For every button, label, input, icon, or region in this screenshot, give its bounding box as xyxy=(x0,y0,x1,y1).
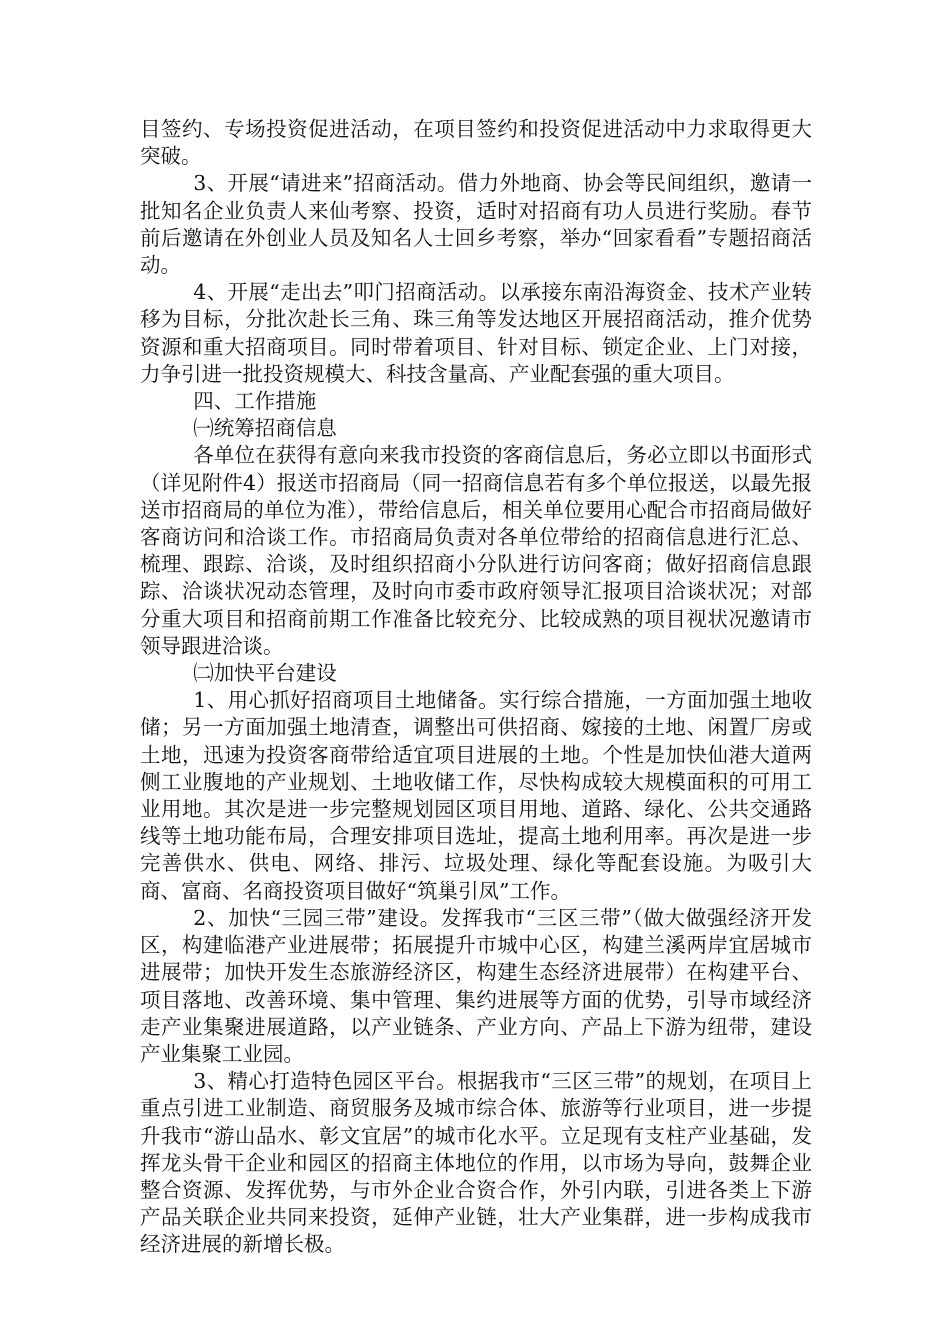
subheading-coordinate-info: ㈠统筹招商信息 xyxy=(193,416,337,441)
paragraph-coordinate-info: 各单位在获得有意向来我市投资的客商信息后，务必立即以书面形式（详见附件4）报送市招商局（同一招商信息若有多个单位报送，以最先报送市招商局的单位为准），带给信息后，相关单位要用心配合市招商局做好客商访问和洽谈工作。市招商局负责对各单位带给的招商信息进行汇总、梳理、跟踪、洽谈，及时组织招商小分队进行访问客商；做好招商信息跟踪、洽谈状况动态管理，及时向市委市政府领导汇报项目洽谈状况；对部分重大项目和招商前期工作准备比较充分、比较成熟的项目视状况邀请市领导跟进洽谈。 xyxy=(140,443,812,658)
paragraph-go-out-investment: 4、开展“走出去”叩门招商活动。以承接东南沿海资金、技术产业转移为目标，分批次赴长三角、珠三角等发达地区开展招商活动，推介优势资源和重大招商项目。同时带着项目、针对目标、锁定企业、上门对接，力争引进一批投资规模大、科技含量高、产业配套强的重大项目。 xyxy=(140,280,812,386)
paragraph-continuation: 目签约、专场投资促进活动，在项目签约和投资促进活动中力求取得更大突破。 xyxy=(140,117,812,169)
document-body xyxy=(140,116,812,1259)
paragraph-three-zones: 2、加快“三园三带”建设。发挥我市“三区三带”（做大做强经济开发区，构建临港产业进展带；拓展提升市城中心区，构建兰溪两岸宜居城市进展带；加快开发生态旅游经济区，构建生态经济进展带）在构建平台、项目落地、改善环境、集中管理、集约进展等方面的优势，引导市域经济走产业集聚进展道路，以产业链条、产业方向、产品上下游为纽带，建设产业集聚工业园。 xyxy=(140,905,812,1066)
paragraph-land-reserve: 1、用心抓好招商项目土地储备。实行综合措施，一方面加强土地收储；另一方面加强土地清查，调整出可供招商、嫁接的土地、闲置厂房或土地，迅速为投资客商带给适宜项目进展的土地。个性是加快仙港大道两侧工业腹地的产业规划、土地收储工作，尽快构成较大规模面积的可用工业用地。其次是进一步完整规划园区项目用地、道路、绿化、公共交通路线等土地功能布局，合理安排项目选址，提高土地利用率。再次是进一步完善供水、供电、网络、排污、垃圾处理、绿化等配套设施。为吸引大商、富商、名商投资项目做好“筑巢引凤”工作。 xyxy=(140,688,812,903)
section-heading-work-measures: 四、工作措施 xyxy=(193,389,317,414)
paragraph-invite-investment: 3、开展“请进来”招商活动。借力外地商、协会等民间组织，邀请一批知名企业负责人来仙考察、投资，适时对招商有功人员进行奖励。春节前后邀请在外创业人员及知名人士回乡考察，举办“回家看看”专题招商活动。 xyxy=(140,171,812,278)
subheading-platform-construction: ㈡加快平台建设 xyxy=(193,661,337,686)
paragraph-special-parks: 3、精心打造特色园区平台。根据我市“三区三带”的规划，在项目上重点引进工业制造、商贸服务及城市综合体、旅游等行业项目，进一步提升我市“游山品水、彰文宜居”的城市化水平。立足现有支柱产业基础，发挥龙头骨干企业和园区的招商主体地位的作用，以市场为导向，鼓舞企业整合资源、发挥优势，与市外企业合资合作，外引内联，引进各类上下游产品关联企业共同来投资，延伸产业链，壮大产业集群，进一步构成我市经济进展的新增长极。 xyxy=(140,1069,812,1257)
